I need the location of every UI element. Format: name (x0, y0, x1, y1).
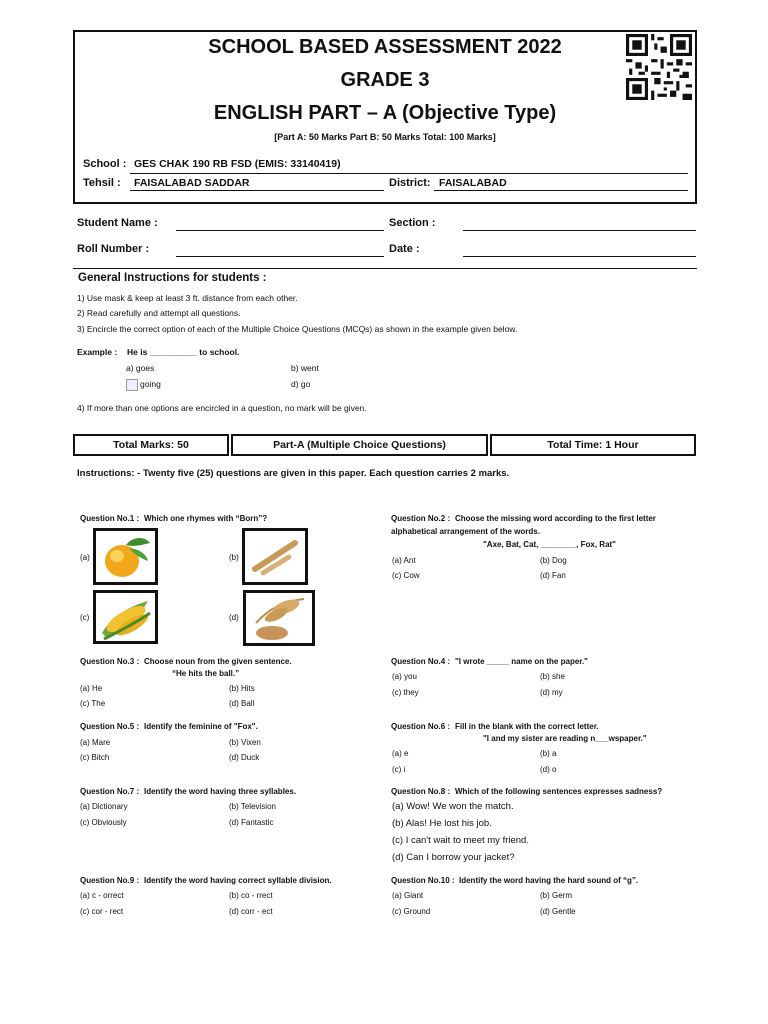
q8-option-b[interactable]: (b) Alas! He lost his job. (392, 818, 492, 829)
q3-text: Choose noun from the given sentence. (144, 657, 292, 666)
q4-option-b[interactable]: (b) she (540, 672, 565, 681)
q7-option-c[interactable]: (c) Obviously (80, 818, 127, 827)
q4-option-c[interactable]: (c) they (392, 688, 419, 697)
q8-text: Which of the following sentences expresses sadness? (455, 787, 663, 796)
q6-option-c[interactable]: (c) i (392, 765, 406, 774)
roll-number-label: Roll Number : (77, 243, 150, 255)
part-cell: Part-A (Multiple Choice Questions) (231, 434, 488, 456)
q4-head: Question No.4 : (391, 657, 451, 666)
q6-sentence: "I and my sister are reading n___wspaper." (483, 734, 647, 743)
instruction-4: 4) If more than one options are encircled in a question, no mark will be given. (77, 403, 367, 413)
example-text: He is __________ to school. (127, 347, 240, 357)
q3-option-c[interactable]: (c) The (80, 699, 106, 708)
q5-option-b[interactable]: (b) Vixen (229, 738, 261, 747)
wheat-image (243, 590, 315, 646)
tehsil-value: FAISALABAD SADDAR (134, 177, 250, 189)
page-title: SCHOOL BASED ASSESSMENT 2022 (208, 36, 562, 58)
q7-option-d[interactable]: (d) Fantastic (229, 818, 274, 827)
instruction-1: 1) Use mask & keep at least 3 ft. distance from each other. (77, 293, 298, 303)
q1-option-b[interactable]: (b) (229, 553, 239, 562)
instruction-2: 2) Read carefully and attempt all questions. (77, 308, 241, 318)
grade-title: GRADE 3 (340, 69, 430, 91)
qr-code-icon (626, 34, 692, 100)
date-field[interactable] (463, 256, 696, 257)
section-field[interactable] (463, 230, 696, 231)
total-time-cell: Total Time: 1 Hour (490, 434, 696, 456)
q1-text: Which one rhymes with “Born”? (144, 514, 268, 523)
example-option-a: a) goes (126, 363, 155, 373)
q3-option-b[interactable]: (b) Hits (229, 684, 255, 693)
broken-image-icon (126, 379, 138, 391)
q4-text: "I wrote _____ name on the paper." (455, 657, 588, 666)
example-option-c: going (140, 379, 161, 389)
q6-head: Question No.6 : (391, 722, 451, 731)
q6-option-d[interactable]: (d) o (540, 765, 557, 774)
instruction-3: 3) Encircle the correct option of each of the Multiple Choice Questions (MCQs) as shown in the example given below. (77, 324, 518, 334)
q8-option-c[interactable]: (c) I can't wait to meet my friend. (392, 835, 529, 846)
q1-option-a[interactable]: (a) (80, 553, 90, 562)
school-value: GES CHAK 190 RB FSD (EMIS: 33140419) (134, 158, 341, 170)
mango-image (93, 528, 158, 585)
q7-option-a[interactable]: (a) Dictionary (80, 802, 128, 811)
district-label: District: (389, 177, 431, 189)
wheat-icon (246, 593, 312, 643)
q3-head: Question No.3 : (80, 657, 140, 666)
district-underline (434, 190, 688, 191)
q2-option-d[interactable]: (d) Fan (540, 571, 566, 580)
q4-option-a[interactable]: (a) you (392, 672, 417, 681)
marks-info: [Part A: 50 Marks Part B: 50 Marks Total: 100 Marks] (274, 132, 496, 142)
tehsil-label: Tehsil : (83, 177, 121, 189)
stick-icon (245, 531, 305, 582)
q7-text: Identify the word having three syllables. (144, 787, 297, 796)
q3-sentence: “He hits the ball.” (172, 669, 240, 678)
corn-image (93, 590, 158, 644)
q2-option-a[interactable]: (a) Ant (392, 556, 416, 565)
q2-head: Question No.2 : (391, 514, 451, 523)
instructions-heading: General Instructions for students : (78, 272, 267, 284)
q10-option-d[interactable]: (d) Gentle (540, 907, 576, 916)
q9-option-c[interactable]: (c) cor - rect (80, 907, 124, 916)
school-label: School : (83, 158, 127, 170)
q9-text: Identify the word having correct syllable division. (144, 876, 332, 885)
date-label: Date : (389, 243, 420, 255)
q5-option-a[interactable]: (a) Mare (80, 738, 111, 747)
corn-icon (96, 593, 155, 641)
q2-text: Choose the missing word according to the first letter (455, 514, 656, 523)
mango-icon (96, 531, 155, 582)
tehsil-underline (130, 190, 384, 191)
q5-head: Question No.5 : (80, 722, 140, 731)
q9-option-a[interactable]: (a) c - orrect (80, 891, 124, 900)
q10-text: Identify the word having the hard sound of “g”. (459, 876, 639, 885)
q6-option-b[interactable]: (b) a (540, 749, 557, 758)
roll-number-field[interactable] (176, 256, 384, 257)
q5-option-c[interactable]: (c) Bitch (80, 753, 110, 762)
q4-option-d[interactable]: (d) my (540, 688, 563, 697)
q8-option-d[interactable]: (d) Can I borrow your jacket? (392, 852, 515, 863)
q1-option-c[interactable]: (c) (80, 613, 90, 622)
example-option-d: d) go (291, 379, 311, 389)
q2-option-b[interactable]: (b) Dog (540, 556, 567, 565)
q8-option-a[interactable]: (a) Wow! We won the match. (392, 801, 514, 812)
q9-option-d[interactable]: (d) corr - ect (229, 907, 273, 916)
q7-option-b[interactable]: (b) Television (229, 802, 276, 811)
stick-image (242, 528, 308, 585)
q1-head: Question No.1 : (80, 514, 140, 523)
q3-option-d[interactable]: (d) Ball (229, 699, 255, 708)
subject-title: ENGLISH PART – A (Objective Type) (213, 102, 557, 124)
q9-option-b[interactable]: (b) co - rrect (229, 891, 273, 900)
q6-text: Fill in the blank with the correct letter. (455, 722, 599, 731)
mcq-instructions: Instructions: - Twenty five (25) questions are given in this paper. Each question carries 2 marks. (77, 468, 510, 479)
district-value: FAISALABAD (439, 177, 507, 189)
q2-option-c[interactable]: (c) Cow (392, 571, 420, 580)
school-underline (130, 173, 688, 174)
q10-head: Question No.10 : (391, 876, 455, 885)
q2-text2: alphabetical arrangement of the words. (391, 527, 540, 536)
q10-option-a[interactable]: (a) Giant (392, 891, 424, 900)
q10-option-c[interactable]: (c) Ground (392, 907, 431, 916)
q8-head: Question No.8 : (391, 787, 451, 796)
student-name-label: Student Name : (77, 217, 158, 229)
q3-option-a[interactable]: (a) He (80, 684, 103, 693)
q1-option-d[interactable]: (d) (229, 613, 239, 622)
total-marks-cell: Total Marks: 50 (73, 434, 229, 456)
q2-sequence: "Axe, Bat, Cat, ________, Fox, Rat" (483, 540, 616, 549)
q5-option-d[interactable]: (d) Duck (229, 753, 260, 762)
q7-head: Question No.7 : (80, 787, 140, 796)
section-label: Section : (389, 217, 436, 229)
example-option-b: b) went (291, 363, 319, 373)
student-name-field[interactable] (176, 230, 384, 231)
example-label: Example : (77, 347, 118, 357)
q10-option-b[interactable]: (b) Germ (540, 891, 572, 900)
divider (73, 268, 697, 269)
q5-text: Identify the feminine of "Fox". (144, 722, 258, 731)
q6-option-a[interactable]: (a) e (392, 749, 409, 758)
q9-head: Question No.9 : (80, 876, 140, 885)
